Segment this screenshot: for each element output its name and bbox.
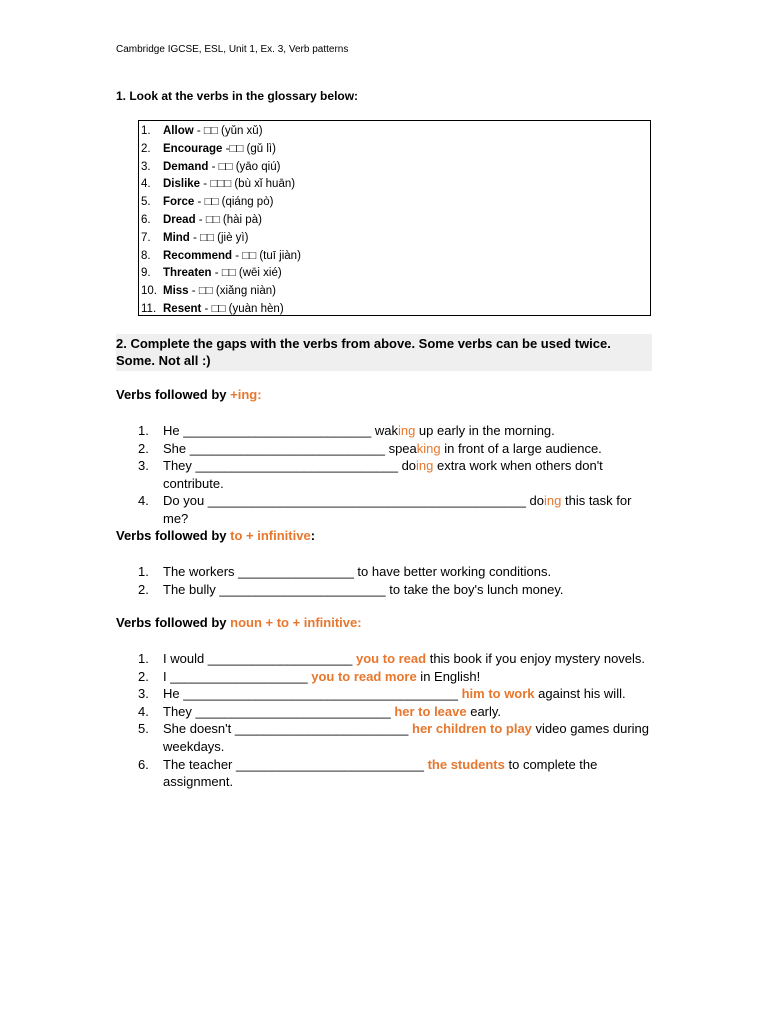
section-title-prefix: Verbs followed by [116,528,231,543]
glossary-word: Demand [163,160,209,173]
item-phrase-highlight: her children to play [412,721,532,737]
item-text-end: extra work when others don't contribute. [163,458,603,491]
glossary-number: 8. [141,249,151,262]
glossary-item [141,230,650,248]
glossary-word: Mind [163,231,190,244]
exercise-item [138,756,658,791]
item-phrase-highlight: him to work [461,686,535,702]
exercise-item [138,703,658,721]
noun-to-infinitive-exercise-list [138,650,658,791]
glossary-translation: □□ (xiǎng niàn) [198,285,276,298]
section-title-prefix: Verbs followed by [116,615,231,630]
item-text: She ___________________________ spea [163,440,417,456]
item-number: 1. [138,651,149,666]
item-phrase-highlight: you to read more [311,668,417,684]
glossary-separator: - [201,302,212,315]
glossary-number: 9. [141,267,151,280]
glossary-word: Resent [163,302,202,315]
section-title-noun-to-infinitive [116,615,362,630]
item-number: 6. [138,756,149,772]
glossary-number: 7. [141,231,151,244]
item-suffix-highlight: ing [544,493,562,509]
glossary-number: 4. [141,178,151,191]
item-text-end: in English! [416,668,481,684]
item-text-end: to complete the assignment. [163,756,598,790]
exercise-item [138,563,658,581]
glossary-separator: - [232,249,243,262]
question-1-heading: 1. Look at the verbs in the glossary below: [116,89,359,103]
item-text-end: against his will. [534,686,626,702]
item-text: He __________________________ wak [163,423,398,438]
item-number: 5. [138,721,149,737]
glossary-translation: □□ (yāo qiú) [218,160,281,173]
glossary-item [141,176,650,194]
glossary-number: 6. [141,213,151,226]
exercise-item [138,457,658,492]
item-text: I ___________________ [163,668,312,684]
item-number: 1. [138,423,149,438]
glossary-translation: □□ (yuàn hèn) [211,302,284,315]
item-text: He ______________________________________ [163,686,462,702]
question-2-heading: 2. Complete the gaps with the verbs from above. Some verbs can be used twice. Some. Not all :) [116,334,652,371]
item-text-end: early. [466,703,502,719]
glossary-separator: - [193,125,204,137]
item-number: 2. [138,668,149,684]
item-suffix-highlight: ing [397,423,416,438]
item-number: 3. [138,458,149,474]
item-number: 4. [138,703,149,719]
item-number: 3. [138,686,149,702]
item-text: The teacher __________________________ [163,756,428,772]
glossary-translation: □□ (hài pà) [205,213,262,226]
ing-exercise-list [138,422,658,528]
glossary-item [141,194,650,212]
section-title-highlight: to + infinitive [230,528,311,543]
glossary-item [141,301,650,319]
item-number: 1. [138,564,149,579]
item-phrase-highlight: you to read [356,651,427,666]
glossary-item [141,212,650,230]
item-suffix-highlight: ing [416,458,434,474]
glossary-item [141,283,650,301]
glossary-word: Miss [163,285,189,298]
exercise-item [138,492,658,527]
exercise-item [138,422,658,440]
item-text: She doesn't ________________________ [163,721,412,737]
glossary-separator: - [200,178,211,191]
exercise-item [138,668,658,686]
item-number: 2. [138,581,149,597]
glossary-word: Dislike [163,178,201,191]
glossary-translation: □□ (jiè yì) [200,231,249,244]
item-text-end: this book if you enjoy mystery novels. [426,651,646,666]
glossary-translation: □□□ (bù xǐ huān) [210,178,296,191]
item-text-end: video games during weekdays. [163,721,649,754]
to-infinitive-exercise-list [138,563,658,598]
glossary-item [141,159,650,177]
exercise-item [138,720,658,755]
exercise-item [138,440,658,458]
section-title-prefix: Verbs followed by [116,387,231,402]
glossary-word: Dread [163,213,196,226]
glossary-translation: □□ (gǔ lì) [229,142,276,155]
item-text: I would ____________________ [163,651,357,666]
item-text: They ___________________________ [163,703,395,719]
glossary-word: Recommend [163,249,233,262]
item-text: The workers ________________ to have better working conditions. [163,564,552,579]
section-title-suffix: : [310,528,316,543]
glossary-separator: - [195,213,206,226]
glossary-word: Force [163,196,195,209]
glossary-separator: - [211,267,222,280]
exercise-item [138,685,658,703]
glossary-number: 1. [141,125,151,137]
glossary-separator: - [208,160,219,173]
item-text: The bully _______________________ to take the boy's lunch money. [163,581,564,597]
glossary-number: 3. [141,160,151,173]
item-text-end: this task for me? [163,493,632,526]
glossary-number: 2. [141,142,151,155]
item-text: Do you ____________________________________________ do [163,493,544,509]
glossary-word: Threaten [163,267,212,280]
glossary-item [141,123,650,141]
glossary-word: Encourage [163,142,223,155]
section-title-ing [116,387,262,402]
glossary-translation: □□ (qiáng pò) [204,196,274,209]
item-number: 4. [138,493,149,509]
exercise-item [138,581,658,599]
glossary-separator: - [189,231,201,244]
glossary-box [138,120,651,316]
page-header: Cambridge IGCSE, ESL, Unit 1, Ex. 3, Verb patterns [116,44,349,55]
item-phrase-highlight: the students [427,756,505,772]
section-title-highlight: noun + to + infinitive: [230,615,362,630]
glossary-number: 5. [141,196,151,209]
glossary-item [141,265,650,283]
glossary-number: 11. [141,302,157,315]
glossary-separator: - [222,142,230,155]
item-text-end: in front of a large audience. [440,440,602,456]
item-phrase-highlight: her to leave [394,703,467,719]
exercise-item [138,650,658,668]
item-text-end: up early in the morning. [415,423,555,438]
item-number: 2. [138,440,149,456]
glossary-word: Allow [163,125,194,137]
glossary-translation: □□ (yǔn xǔ) [203,125,263,137]
section-title-to-infinitive [116,528,315,543]
glossary-translation: □□ (tuī jiàn) [242,249,301,262]
glossary-number: 10. [141,285,157,298]
item-text: They ____________________________ do [163,458,417,474]
glossary-item [141,248,650,266]
glossary-translation: □□ (wēi xié) [221,267,282,280]
glossary-item [141,141,650,159]
section-title-highlight: +ing: [230,387,262,402]
glossary-separator: - [194,196,205,209]
glossary-separator: - [188,285,199,298]
item-suffix-highlight: king [416,440,441,456]
